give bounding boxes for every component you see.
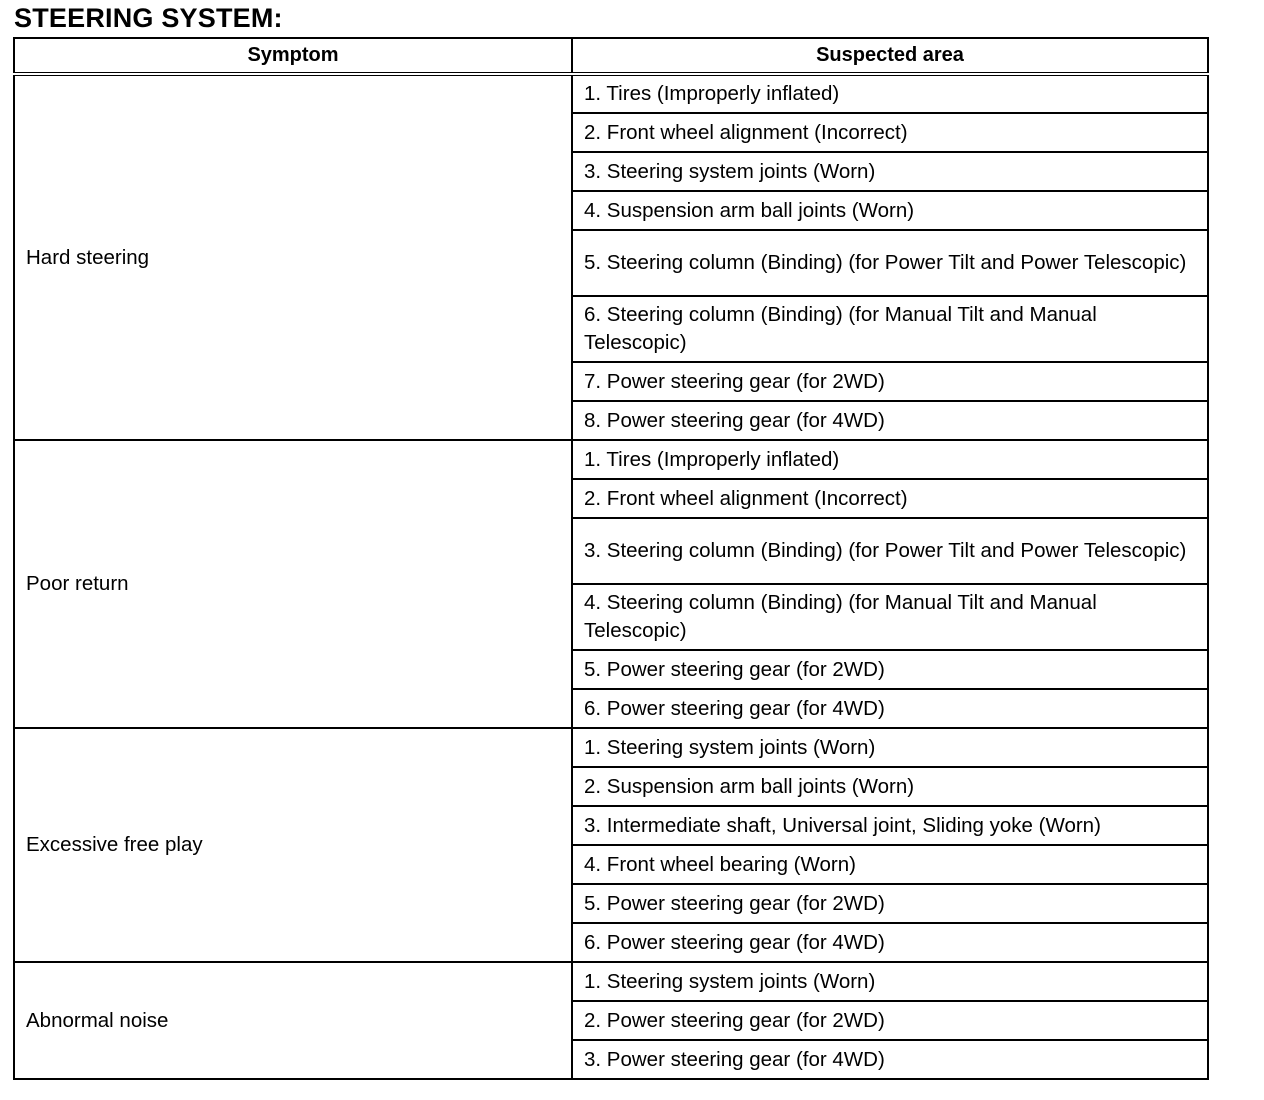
table-row [14,440,1208,479]
table-row [14,962,1208,1001]
symptom-cell: Poor return [14,440,572,728]
suspected-area-cell: 5. Power steering gear (for 2WD) [572,884,1208,923]
page-title: STEERING SYSTEM: [14,3,283,33]
table-header [14,38,1208,74]
suspected-area-cell: 4. Suspension arm ball joints (Worn) [572,191,1208,230]
suspected-area-cell: 8. Power steering gear (for 4WD) [572,401,1208,440]
symptom-cell: Excessive free play [14,728,572,962]
suspected-area-cell: 2. Suspension arm ball joints (Worn) [572,767,1208,806]
table-body [14,74,1208,1079]
troubleshooting-table [13,37,1209,1080]
suspected-area-cell: 1. Steering system joints (Worn) [572,728,1208,767]
suspected-area-cell: 3. Intermediate shaft, Universal joint, Sliding yoke (Worn) [572,806,1208,845]
suspected-area-cell: 2. Front wheel alignment (Incorrect) [572,479,1208,518]
suspected-area-cell: 1. Tires (Improperly inflated) [572,74,1208,113]
suspected-area-cell: 4. Front wheel bearing (Worn) [572,845,1208,884]
suspected-area-cell: 1. Steering system joints (Worn) [572,962,1208,1001]
suspected-area-cell: 1. Tires (Improperly inflated) [572,440,1208,479]
suspected-area-cell: 4. Steering column (Binding) (for Manual Tilt and Manual Telescopic) [572,584,1208,650]
table-row [14,74,1208,113]
suspected-area-cell: 3. Steering system joints (Worn) [572,152,1208,191]
suspected-area-cell: 6. Power steering gear (for 4WD) [572,923,1208,962]
suspected-area-cell: 3. Steering column (Binding) (for Power Tilt and Power Telescopic) [572,518,1208,584]
symptom-cell: Hard steering [14,74,572,440]
suspected-area-cell: 6. Power steering gear (for 4WD) [572,689,1208,728]
table-row [14,728,1208,767]
suspected-area-cell: 2. Power steering gear (for 2WD) [572,1001,1208,1040]
suspected-area-cell: 7. Power steering gear (for 2WD) [572,362,1208,401]
suspected-area-cell: 6. Steering column (Binding) (for Manual Tilt and Manual Telescopic) [572,296,1208,362]
suspected-area-cell: 5. Steering column (Binding) (for Power Tilt and Power Telescopic) [572,230,1208,296]
suspected-area-cell: 5. Power steering gear (for 2WD) [572,650,1208,689]
header-row [14,38,1208,74]
header-symptom: Symptom [14,38,572,74]
suspected-area-cell: 2. Front wheel alignment (Incorrect) [572,113,1208,152]
symptom-cell: Abnormal noise [14,962,572,1079]
suspected-area-cell: 3. Power steering gear (for 4WD) [572,1040,1208,1079]
header-suspected-area: Suspected area [572,38,1208,74]
